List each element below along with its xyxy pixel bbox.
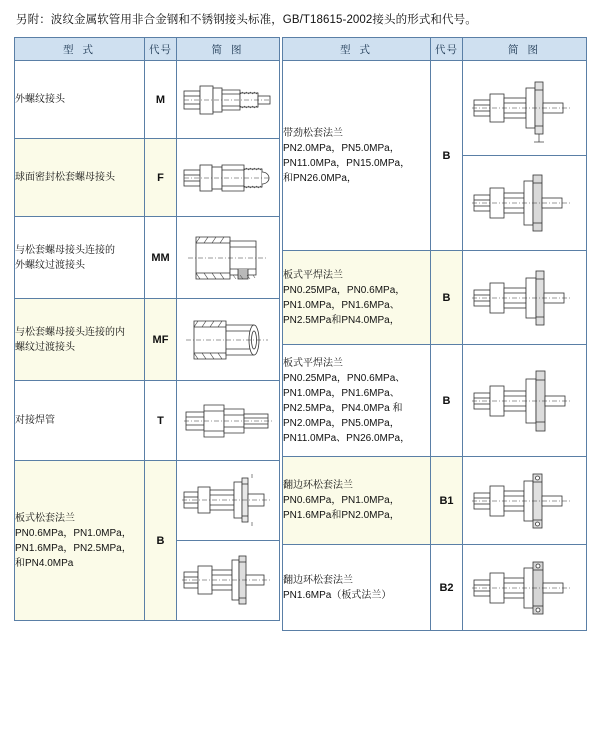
table-row	[15, 61, 280, 139]
code-cell: B	[431, 345, 463, 457]
figure-cell	[177, 217, 280, 299]
type-cell	[15, 381, 145, 461]
table-row	[283, 61, 587, 251]
plate-loose-flange-drawing-b	[178, 544, 278, 618]
male-thread-transition-drawing	[178, 221, 278, 295]
figure-cell	[177, 381, 280, 461]
type-line: 对接焊管	[15, 415, 55, 426]
table-row	[283, 251, 587, 345]
left-spec-table	[14, 37, 280, 621]
table-row	[283, 345, 587, 457]
figure-subcell	[463, 61, 586, 156]
figure-cell	[463, 61, 587, 251]
type-cell	[283, 457, 431, 545]
type-line: 螺纹过渡接头	[15, 341, 75, 353]
type-line: 和PN26.0MPa，	[283, 172, 357, 184]
table-header-row	[283, 38, 587, 61]
type-line: PN1.6MPa（板式法兰）	[283, 589, 392, 601]
butt-weld-pipe-drawing	[178, 385, 278, 457]
lapped-ring-loose-flange-drawing	[466, 460, 584, 542]
plate-flat-weld-flange-drawing-2	[466, 351, 584, 451]
code-cell: B2	[431, 545, 463, 631]
type-line: 板式松套法兰	[15, 512, 75, 524]
code-cell: T	[145, 381, 177, 461]
type-line: PN1.6MPa和PN2.0MPa，	[283, 510, 400, 521]
code-cell: MM	[145, 217, 177, 299]
type-line: PN0.25MPa，PN0.6MPa，	[283, 284, 406, 296]
table-row	[15, 139, 280, 217]
figure-cell	[463, 251, 587, 345]
spherical-seal-union-nut-drawing	[178, 143, 278, 213]
type-line: PN2.0MPa，PN5.0MPa，	[283, 142, 400, 154]
type-line: PN1.0MPa，PN1.6MPa、	[283, 299, 400, 311]
code-cell: F	[145, 139, 177, 217]
code-cell: MF	[145, 299, 177, 381]
figure-cell	[177, 139, 280, 217]
code-cell: M	[145, 61, 177, 139]
column-header-type: 型 式	[283, 38, 431, 61]
table-header-row	[15, 38, 280, 61]
type-line: 外螺纹过渡接头	[15, 259, 85, 271]
tables-container	[14, 37, 586, 631]
column-header-code: 代号	[431, 38, 463, 61]
type-line: PN0.25MPa，PN0.6MPa、	[283, 372, 406, 384]
plate-loose-flange-drawing-a	[178, 464, 278, 538]
figure-subcell	[177, 461, 279, 541]
type-cell	[15, 461, 145, 621]
ribbed-loose-flange-drawing-a	[466, 64, 584, 152]
code-cell: B1	[431, 457, 463, 545]
table-row	[283, 545, 587, 631]
type-line: 与松套螺母接头连接的内	[15, 326, 125, 338]
figure-cell	[463, 345, 587, 457]
table-row	[15, 299, 280, 381]
type-cell	[283, 345, 431, 457]
code-cell: B	[431, 251, 463, 345]
female-thread-transition-drawing	[178, 303, 278, 377]
type-cell	[15, 217, 145, 299]
type-line: 与松套螺母接头连接的	[15, 244, 115, 256]
type-cell	[283, 251, 431, 345]
figure-subcell	[177, 541, 279, 620]
type-line: PN11.0MPa、PN26.0MPa，	[283, 432, 411, 444]
type-cell	[283, 545, 431, 631]
type-line: PN2.0MPa，PN5.0MPa，	[283, 417, 400, 429]
figure-cell	[177, 461, 280, 621]
type-line: 板式平焊法兰	[283, 357, 343, 369]
figure-cell	[463, 545, 587, 631]
ribbed-loose-flange-drawing-b	[466, 159, 584, 247]
male-thread-connector-drawing	[178, 65, 278, 135]
type-line: PN1.0MPa，PN1.6MPa、	[283, 387, 400, 399]
figure-cell	[463, 457, 587, 545]
type-cell	[283, 61, 431, 251]
type-line: 翻边环松套法兰	[283, 574, 353, 586]
table-row	[15, 381, 280, 461]
column-header-figure: 简 图	[177, 38, 280, 61]
type-cell	[15, 299, 145, 381]
type-cell	[15, 139, 145, 217]
figure-cell	[177, 299, 280, 381]
type-line: 带劲松套法兰	[283, 127, 343, 139]
code-cell: B	[431, 61, 463, 251]
page-title: 另附：波纹金属软管用非合金钢和不锈钢接头标准，GB/T18615-2002接头的形式和代号。	[16, 14, 477, 26]
type-line: 外螺纹接头	[15, 94, 65, 105]
right-spec-table	[282, 37, 587, 631]
code-cell: B	[145, 461, 177, 621]
plate-flat-weld-flange-drawing	[466, 255, 584, 341]
figure-subcell	[463, 156, 586, 250]
table-row	[283, 457, 587, 545]
table-row	[15, 217, 280, 299]
type-line: PN2.5MPa，PN4.0MPa 和	[283, 402, 403, 414]
column-header-figure: 简 图	[463, 38, 587, 61]
column-header-code: 代号	[145, 38, 177, 61]
type-line: 球面密封松套螺母接头	[15, 172, 115, 183]
type-line: 翻边环松套法兰	[283, 480, 353, 491]
lapped-ring-loose-flange-plate-drawing	[466, 548, 584, 628]
type-line: PN0.6MPa，PN1.0MPa，	[15, 527, 132, 539]
table-row	[15, 461, 280, 621]
type-line: PN1.6MPa，PN2.5MPa，	[15, 542, 132, 554]
type-cell	[15, 61, 145, 139]
type-line: PN11.0MPa，PN15.0MPa，	[283, 157, 411, 169]
column-header-type: 型 式	[15, 38, 145, 61]
type-line: 板式平焊法兰	[283, 269, 343, 281]
type-line: 和PN4.0MPa	[15, 557, 74, 569]
type-line: PN2.5MPa和PN4.0MPa，	[283, 314, 400, 326]
type-line: PN0.6MPa，PN1.0MPa，	[283, 495, 400, 506]
figure-cell	[177, 61, 280, 139]
